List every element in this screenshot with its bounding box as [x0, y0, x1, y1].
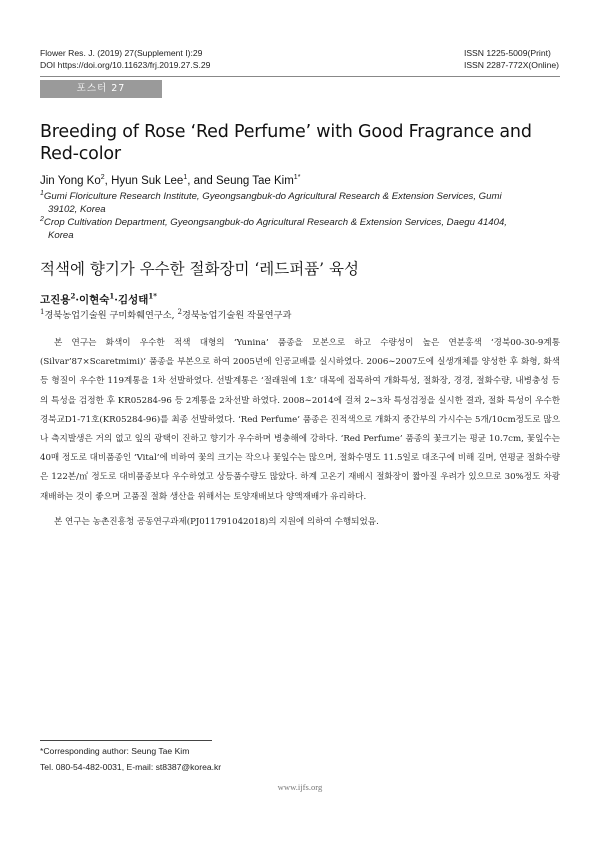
affiliation-line: Gumi Floriculture Research Institute, Gyeongsangbuk-do Agricultural Research & Extension Services, Gumi	[43, 191, 502, 202]
poster-label: 포스터 27	[40, 80, 162, 98]
affiliations-ko	[40, 307, 291, 321]
author-separator: , and	[187, 175, 216, 187]
author-name: Seung Tae Kim	[216, 175, 294, 187]
issn-online: ISSN 2287-772X(Online)	[463, 60, 559, 70]
author-name: 고진용	[40, 294, 71, 306]
abstract-body: 본 연구는 화색이 우수한 적색 대형의 ‘Yunina’ 품종을 모본으로 하고 수량성이 높은 연분홍색 ‘경북00-30-9계통(Silvar’87×Scaretmimi)’ 품종을 부본으로 하여 2005년에 인공교배를 실시하였다. 2006∼2007도에 실생개체를 양성한 후 화형, 화색 등 형질이 우수한 119계통을 1차 선발하였다. 선발계통은 ‘절래원예 1호’ 대목에 접목하여 개화특성, 절화장, 경경, 절화수량, 내병충성 등의 특성을 검정한 후 KR05284-96 등 2계통을 2차선발 하였다. 2008∼2014에 걸쳐 2∼3차 특성검정을 실시한 결과, 절화 특성이 우수한 경북교D1-71호(KR05284-96)를 최종 선발하였다. ‘Red Perfume’ 품종은 진적색으로 개화지 중간부의 가시수는 5개/10cm정도로 많으나 측지발생은 거의 없고 잎의 광택이 진하고 향기가 우수하며 병충해에 강하다. ‘Red Perfume’ 품종의 꽃크기는 평균 10.7cm, 꽃잎수는 40매 정도로 대비품종인 ‘Vital’에 비하여 꽃의 크기는 작으나 꽃잎수는 많으며, 절화수명도 11.5일로 대조구에 비해 길며, 연평균 절화수량은 122본/㎡ 정도로 대비품종보다 우수하였고 상등품수량도 많았다. 하계 고온기 재배시 절화장이 짧아질 우려가 있으므로 30%정도 차광재배하는 것이 좋으며 고품질 절화 생산을 위해서는 토양재배보다 양액재배가 유리하다.	[40, 338, 560, 502]
author-sup: 1	[109, 291, 115, 301]
footnote-divider	[40, 740, 212, 741]
affiliation-line: 39102, Korea	[48, 204, 106, 215]
affiliation-ko-2: 경북농업기술원 작물연구과	[181, 310, 292, 321]
doi-text: DOI https://doi.org/10.11623/frj.2019.27.S.29	[40, 60, 211, 70]
corresponding-author: *Corresponding author: Seung Tae Kim	[40, 746, 190, 756]
header-divider	[40, 76, 560, 77]
affiliation-sup: 2	[177, 307, 182, 316]
author-name: 이현숙	[78, 294, 110, 306]
affiliation-en-1	[40, 190, 562, 216]
author-separator: ·	[114, 294, 118, 306]
issn-print: ISSN 1225-5009(Print)	[463, 48, 551, 58]
paper-title-en: Breeding of Rose ‘Red Perfume’ with Good Fragrance and Red-color	[40, 122, 532, 164]
author-name: 김성태	[117, 294, 149, 306]
affiliation-line: Korea	[48, 230, 74, 241]
author-sup: 1*	[148, 291, 157, 301]
author-sup: 2	[100, 174, 105, 182]
journal-citation: Flower Res. J. (2019) 27(Supplement I):29	[40, 48, 203, 58]
affiliation-line: Crop Cultivation Department, Gyeongsangbuk-do Agricultural Research & Extension Services, Daegu 41404,	[43, 217, 507, 228]
author-separator: ·	[75, 294, 79, 306]
website-footer: www.ijfs.org	[277, 782, 323, 792]
journal-header-left	[40, 47, 210, 71]
corresponding-footnote	[40, 743, 221, 775]
journal-header-right	[464, 47, 559, 71]
funding-note: 본 연구는 농촌진흥청 공동연구과제(PJ011791042018)의 지원에 의하여 수행되었음.	[54, 517, 379, 527]
author-sup: 2	[70, 291, 76, 301]
author-separator: ,	[104, 175, 112, 187]
contact-info: Tel. 080-54-482-0031, E-mail: st8387@korea.kr	[40, 762, 222, 772]
author-name: Jin Yong Ko	[40, 175, 101, 187]
paper-title-ko: 적색에 향기가 우수한 절화장미 ‘레드퍼퓸’ 육성	[40, 260, 359, 278]
affiliation-sup: 1	[40, 307, 45, 316]
affiliation-sup: 2	[40, 215, 44, 223]
affiliation-ko-1: 경북농업기술원 구미화훼연구소,	[44, 310, 178, 321]
authors-ko	[40, 292, 157, 307]
author-sup: 1*	[293, 174, 301, 182]
affiliation-sup: 1	[40, 189, 44, 197]
authors-en	[40, 175, 300, 187]
affiliation-en-2	[40, 216, 562, 242]
author-name: Hyun Suk Lee	[111, 175, 184, 187]
author-sup: 1	[183, 174, 188, 182]
